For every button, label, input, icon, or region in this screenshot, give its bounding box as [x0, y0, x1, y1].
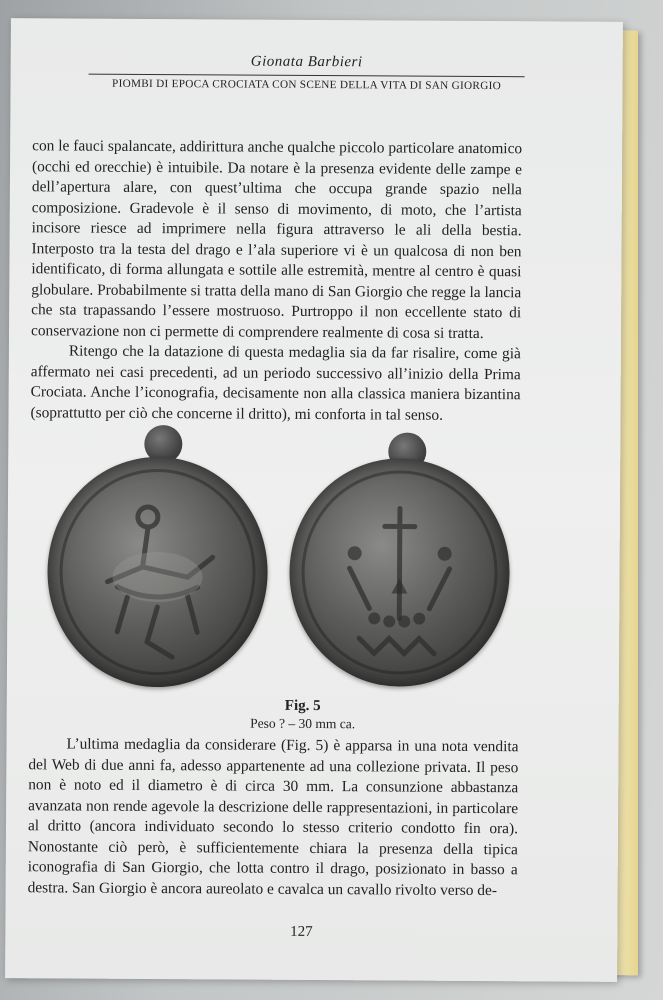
author-name: Gionata Barbieri: [250, 53, 363, 71]
paragraph-1: [31, 136, 522, 344]
paragraph-1-text: con le fauci spalancate, addirittura anche qualche piccolo particolare anatomico (occhi ed orecchie) è intuibile. Da notare è la presenza evidente delle zampe e dell’apertura alare, con quest’ultima che occupa grande spazio nella composizione. Gradevole è il senso di movimento, di moto, che l’artista incisore riesce ad imprimere nella figura attraverso le ali della bestia. Interposto tra la testa del drago e l’ala superiore vi è un qualcosa di non ben identificato, di forma allungata e sottile alle estremità, mentre al centro è quasi globulare. Probabilmente si tratta della mano di San Giorgio che regge la lancia che sta trapassando l’essere mostruoso. Purtroppo il non eccellente stato di conservazione non ci permette di comprendere realmente di cosa si tratta.: [30, 137, 523, 342]
page-number: 127: [290, 923, 313, 940]
medal-reverse-image: [289, 458, 510, 687]
paragraph-2: [30, 341, 520, 426]
figure-subtitle: Peso ? – 30 mm ca.: [250, 715, 356, 732]
running-title: PIOMBI DI EPOCA CROCIATA CON SCENE DELLA VITA DI SAN GIORGIO: [89, 74, 525, 93]
page-header: [89, 53, 525, 93]
figure-caption: [85, 697, 521, 734]
rider-relief-icon: [47, 456, 268, 687]
cross-relief-icon: [289, 458, 510, 687]
figure-photos: [43, 418, 515, 691]
figure-title: Fig. 5: [284, 697, 321, 715]
paragraph-3: [28, 734, 519, 901]
medal-obverse-image: [47, 456, 268, 687]
book-page: [5, 18, 623, 982]
paragraph-3-text: L’ultima medaglia da considerare (Fig. 5) è apparsa in una nota vendita del Web di due anni fa, adesso appartenente ad una collezione privata. Il peso non è noto ed il diametro è di circa 30 mm. La consunzione abbastanza avanzata non rende agevole la descrizione delle rappresentazioni, in particolare al dritto (ancora individuato secondo lo stesso criterio condotto fin ora). Nonostante ciò però, è sufficientemente chiara la presenza della tipica iconografia di San Giorgio, che lotta contro il drago, posizionato in basso a destra. San Giorgio è ancora aureolato e cavalca un cavallo rivolto verso de-: [27, 735, 519, 899]
paragraph-2-text: Ritengo che la datazione di questa medaglia sia da far risalire, come già affermato nei casi precedenti, ad un periodo successivo all’inizio della Prima Crociata. Anche l’iconografia, decisamente non alla classica maniera bizantina (soprattutto per ciò che concerne il dritto), mi conforta in tal senso.: [30, 342, 521, 424]
